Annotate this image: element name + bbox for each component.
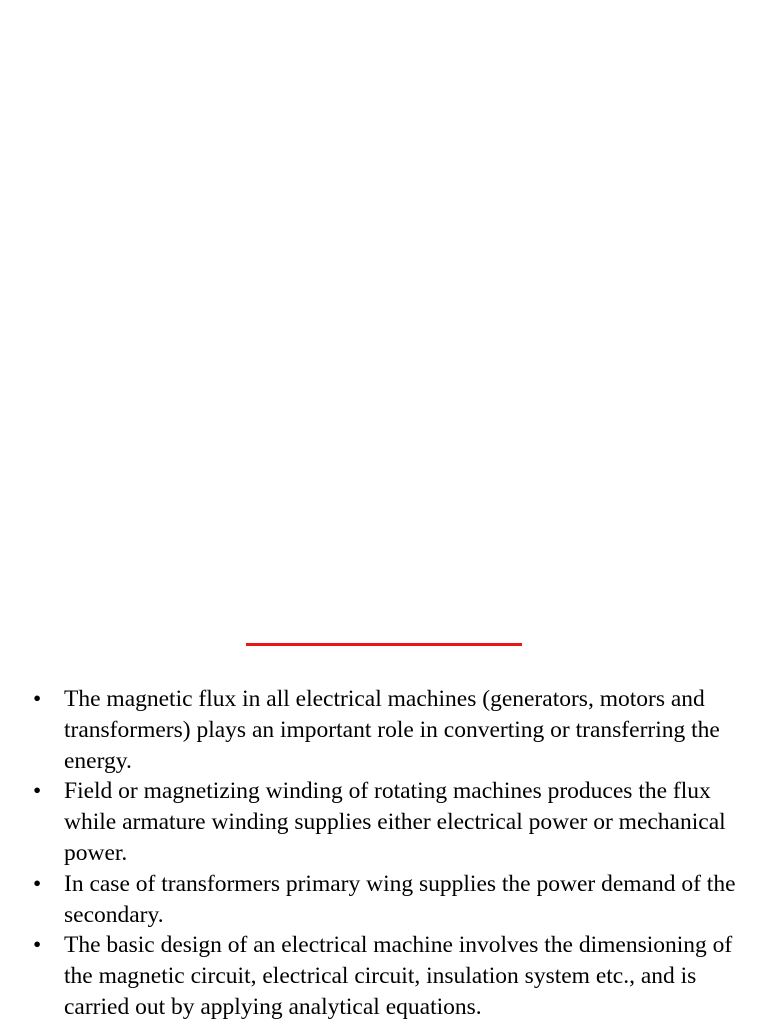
- bullet-list: [28, 684, 748, 1023]
- bullet-text: In case of transformers primary wing supplies the power demand of the secondary.: [64, 870, 736, 928]
- bullet-icon: •: [33, 870, 42, 897]
- bullet-text: The magnetic flux in all electrical machines (generators, motors and transformers) plays an important role in converting or transferring the energy.: [64, 686, 720, 774]
- bullet-item-3: [28, 869, 748, 931]
- bullet-item-2: [28, 776, 748, 868]
- bullet-text: The basic design of an electrical machine involves the dimensioning of the magnetic circuit, electrical circuit, insulation system etc., and is carried out by applying analytical equations.: [64, 932, 733, 1020]
- bullet-text: Field or magnetizing winding of rotating machines produces the flux while armature winding supplies either electrical power or mechanical power.: [64, 778, 726, 866]
- bullet-item-1: [28, 684, 748, 776]
- bullet-icon: •: [33, 778, 42, 805]
- title-underline: [246, 643, 522, 646]
- bullet-icon: •: [33, 932, 42, 959]
- bullet-item-4: [28, 930, 748, 1022]
- bullet-icon: •: [33, 686, 42, 712]
